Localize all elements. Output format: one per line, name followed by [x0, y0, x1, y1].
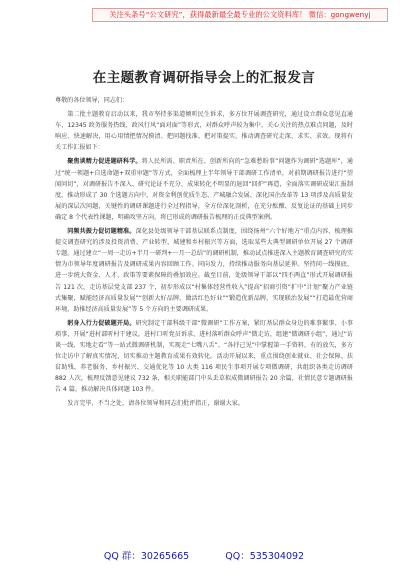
paragraph-section-2 — [55, 226, 353, 315]
paragraph-section-1 — [55, 156, 353, 223]
document-body — [55, 95, 353, 413]
qq-contact: QQ：535304092 — [225, 551, 305, 562]
paragraph-section-3 — [55, 318, 353, 396]
section-lead: 聚焦谈精力促进题研科学。 — [67, 158, 142, 166]
section-lead: 躬身入行力促破题开局。 — [67, 319, 136, 327]
paragraph-text: 深化县处级领导干部基层联系点制度，围绕扬州“六个好地方”重点内容，梳理推提交调查研究的涉及投资消费、产业转型、城建和乡村振兴等方面，选取某些大典型调研单位开展 27 个调研专题。通过建立“一周一走访+半月一研判+一月一总结”的调研机制，推动试点推进深入主题教育调查研究的实情为市领导年度调研报告及调研成果内容回顾工作。同向发力，持续推动服务向基层延伸。坚持问一线摸底、进一步统大资金、人才、政策等要素保障的叠加效应。截至目前，处级领导干部以“四不两直”形式开展调研报告 121 次，走访基层党支部 237 个，初步形成以“村集体经营性收入”提高“招商引资”扩中”计划“聚力产业链式集聚，赋能经济高质量发展”“创新大好品牌，做活红色好业”“锻造优新品牌，实现联治发展”“打造最优营商环境，助推经济高质量发展”等 5 个方向的主要调研成果。 — [55, 228, 353, 313]
section-lead: 同频共振力促切题精准。 — [67, 228, 136, 236]
paragraph-closing — [55, 398, 353, 409]
paragraph-text: 第二批主题教育启动以来，我市坚持多渠道倾听民生诉求，多方位开展调查研究，通过设立群众意见直通车、12345 政务服务热线、政风行风“面对面”等形式，对群众呼声较为集中、关心关注的热点难点问题，及时响应、快速解决，用心用情把情况摸清、把问题找准、把对策提实，推动调查研究走深、求实、求效。现将有关工作汇报如下： — [55, 111, 353, 152]
document-title: 在主题教育调研指导会上的汇报发言 — [92, 70, 316, 86]
promo-banner — [92, 8, 388, 22]
paragraph-intro — [55, 109, 353, 153]
paragraph-text: 将人民所需、职责所在、创新所向的“急难愁盼事”问题作为调研“选题库”，通过“统一领题+自选命题+双重审题”等方式，全面梳理上半年领导干部调研工作清单，对前期调研报告进行“望闻问切”，对调研报告不深入、研究论证不充分、成果转化不明显的退回“回炉”再造，全面落实调研成果汇报制度，推动形成了 30 个选题方向中，对资金利创优质生态、产城融合发展、深化国企改革等 13 项涉及高质量发展的深层次问题，关键性的调研课题进行全过程指导，全方位深化剖析，在充分酝酿、反复论证的基础上同步确定 8 个代表性课题，明确攻坚方向，将已形成的调研报告梳理的正反典型案例。 — [55, 158, 353, 221]
promo-banner-text: 关注头条号“公文研究”，获得最新最全最专业的公文资料库！ 微信：gongwenyj — [109, 10, 371, 19]
qq-group-contact: QQ 群：30265665 — [103, 551, 190, 562]
paragraph-text: 研究制定干部科级干部“微调研”工作方案，紧盯基层群众身边的难事繁事、小事琐事，开展“进村部听村干建议，进村口听党员诉求，进村落听群众呼声”微走访，组建“微调研小组”，通过“访谈一线、实地走看”等一站式微调研机制，实现走“七嘴八舌”、“各抒己见”中掌握第一手资料，有的放矢，多方位走访中了解真实情况，切实推动主题教育成果有效转化。活动开展以来，重点围绕创业就业、社会保障、扶贫助残、养老服务、乡村振兴、交通优化等 10 大类 116 项民生事项开展专项微调研，共组织各类走访调研 882 人次，梳理反馈意见建议 732 条，相关职能部门中头丢草拟成微调研报告 20 余篇，社情民意专题调研报告 4 篇，推动解决具体问题 103 件。 — [55, 319, 353, 394]
paragraph-text: 发言完毕，不当之处，请各位领导和同志们批评指正，谢谢大家。 — [67, 400, 244, 408]
contact-footer — [0, 548, 408, 562]
salutation: 尊敬的各位领导，同志们： — [55, 97, 129, 104]
